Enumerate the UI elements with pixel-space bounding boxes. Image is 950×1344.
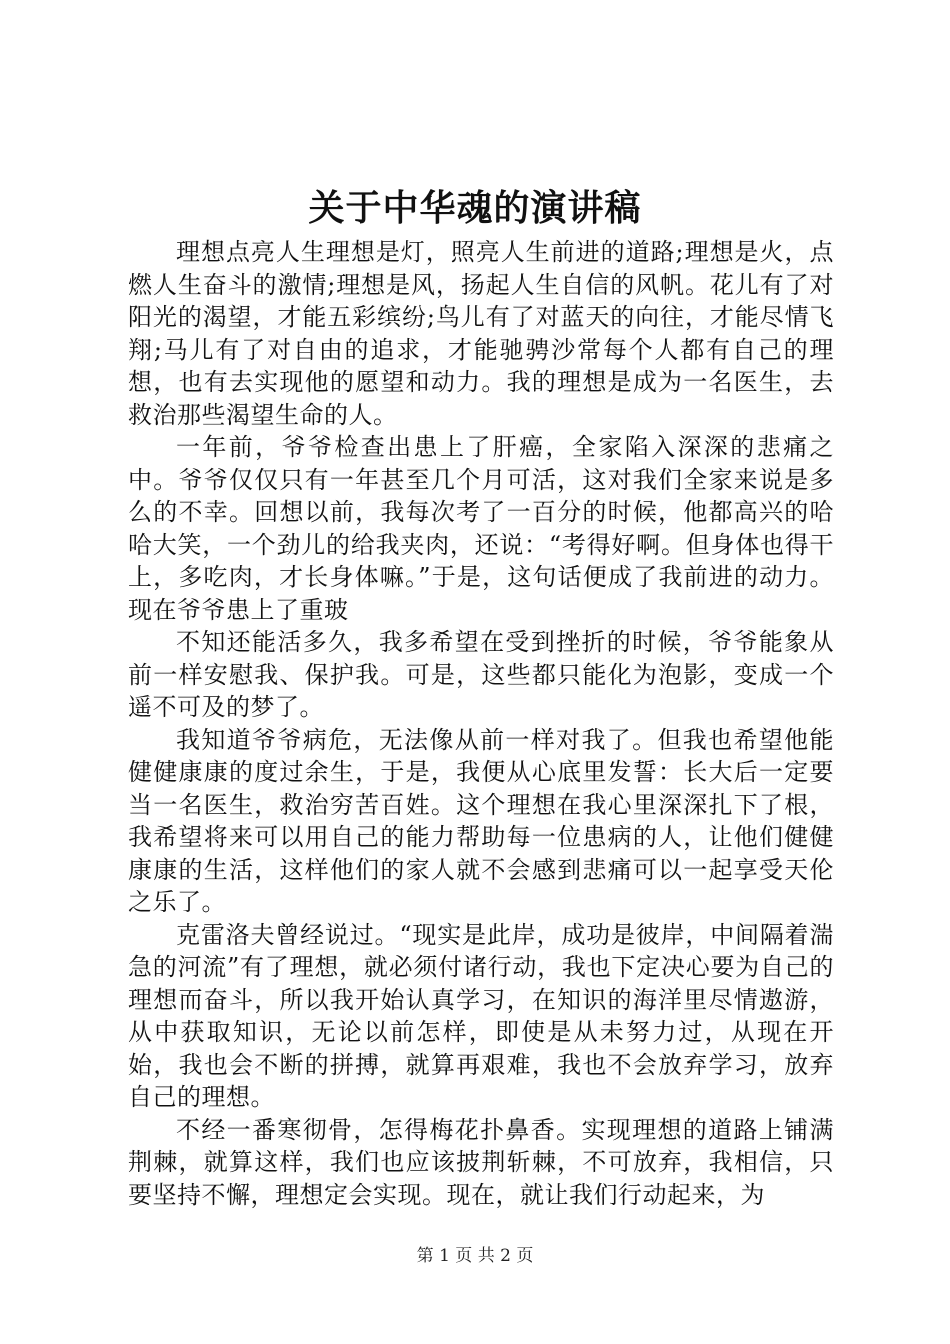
document-body bbox=[128, 236, 834, 1211]
paragraph: 我知道爷爷病危，无法像从前一样对我了。但我也希望他能健健康康的度过余生，于是，我便从心底里发誓：长大后一定要当一名医生，救治穷苦百姓。这个理想在我心里深深扎下了根，我希望将来可以用自己的能力帮助每一位患病的人，让他们健健康康的生活，这样他们的家人就不会感到悲痛可以一起享受天伦之乐了。 bbox=[128, 725, 834, 916]
paragraph: 不知还能活多久，我多希望在受到挫折的时候，爷爷能象从前一样安慰我、保护我。可是，这些都只能化为泡影，变成一个遥不可及的梦了。 bbox=[128, 628, 834, 721]
page-footer: 第 1 页 共 2 页 bbox=[416, 1246, 534, 1266]
paragraph: 理想点亮人生理想是灯，照亮人生前进的道路;理想是火，点燃人生奋斗的激情;理想是风，扬起人生自信的风帆。花儿有了对阳光的渴望，才能五彩缤纷;鸟儿有了对蓝天的向往，才能尽情飞翔;马儿有了对自由的追求，才能驰骋沙常每个人都有自己的理想，也有去实现他的愿望和动力。我的理想是成为一名医生，去救治那些渴望生命的人。 bbox=[128, 238, 834, 429]
paragraph: 一年前，爷爷检查出患上了肝癌，全家陷入深深的悲痛之中。爷爷仅仅只有一年甚至几个月可活，这对我们全家来说是多么的不幸。回想以前，我每次考了一百分的时候，他都高兴的哈哈大笑，一个劲儿的给我夹肉，还说：“考得好啊。但身体也得干上，多吃肉，才长身体嘛。”于是，这句话便成了我前进的动力。现在爷爷患上了重玻 bbox=[128, 433, 834, 624]
paragraph: 克雷洛夫曾经说过。“现实是此岸，成功是彼岸，中间隔着湍急的河流”有了理想，就必须付诸行动，我也下定决心要为自己的理想而奋斗，所以我开始认真学习，在知识的海洋里尽情遨游，从中获取知识，无论以前怎样，即使是从未努力过，从现在开始，我也会不断的拼搏，就算再艰难，我也不会放弃学习，放弃自己的理想。 bbox=[128, 920, 834, 1111]
paragraph: 不经一番寒彻骨，怎得梅花扑鼻香。实现理想的道路上铺满荆棘，就算这样，我们也应该披荆斩棘，不可放弃，我相信，只要坚持不懈，理想定会实现。现在，就让我们行动起来，为 bbox=[128, 1115, 834, 1209]
document-title: 关于中华魂的演讲稿 bbox=[308, 187, 642, 229]
